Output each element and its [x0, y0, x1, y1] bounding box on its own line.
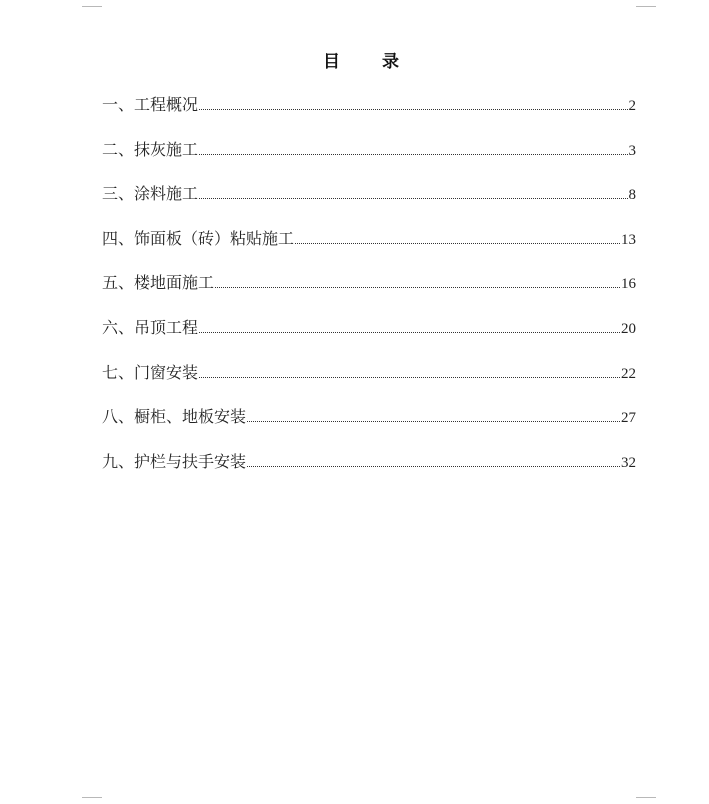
toc-entry-label: 七、门窗安装	[102, 362, 199, 382]
toc-entry-label: 三、涂料施工	[102, 184, 199, 204]
toc-page-number: 2	[628, 98, 636, 114]
toc-dot-leader	[199, 332, 620, 333]
toc-entry[interactable]	[102, 137, 636, 182]
toc-dot-leader	[215, 287, 620, 288]
toc-page-number: 3	[628, 142, 636, 159]
toc-dot-leader	[199, 377, 620, 378]
toc-entry-label: 八、橱柜、地板安装	[102, 407, 247, 427]
toc-dot-leader	[199, 198, 627, 199]
toc-entry[interactable]	[102, 449, 636, 494]
table-of-contents	[102, 92, 636, 493]
toc-entry[interactable]	[102, 181, 636, 226]
toc-dot-leader	[199, 154, 627, 155]
toc-page-number: 16	[621, 276, 636, 293]
toc-entry-label: 五、楼地面施工	[102, 273, 215, 293]
toc-entry[interactable]	[102, 92, 636, 137]
toc-entry[interactable]	[102, 226, 636, 271]
toc-entry-label: 九、护栏与扶手安装	[102, 451, 247, 471]
toc-dot-leader	[247, 466, 620, 467]
toc-page-number: 20	[621, 320, 636, 337]
toc-dot-leader	[199, 109, 627, 110]
corner-crop-mark	[82, 0, 102, 7]
toc-entry[interactable]	[102, 270, 636, 315]
toc-page-number: 13	[621, 231, 636, 248]
toc-page-number: 22	[621, 365, 636, 382]
toc-title: 目 录	[323, 52, 417, 72]
toc-page-number: 27	[621, 410, 636, 427]
toc-entry[interactable]	[102, 360, 636, 405]
toc-entry[interactable]	[102, 404, 636, 449]
toc-entry-label: 四、饰面板（砖）粘贴施工	[102, 228, 295, 248]
toc-entry-label: 二、抹灰施工	[102, 139, 199, 159]
corner-crop-mark	[82, 797, 102, 804]
toc-dot-leader	[247, 421, 620, 422]
toc-entry-label: 六、吊顶工程	[102, 317, 199, 337]
toc-entry-label: 一、工程概况	[102, 95, 199, 114]
toc-page-number: 32	[621, 454, 636, 471]
corner-crop-mark	[636, 0, 656, 7]
corner-crop-mark	[636, 797, 656, 804]
toc-entry[interactable]	[102, 315, 636, 360]
toc-dot-leader	[295, 243, 620, 244]
toc-page-number: 8	[628, 187, 636, 204]
